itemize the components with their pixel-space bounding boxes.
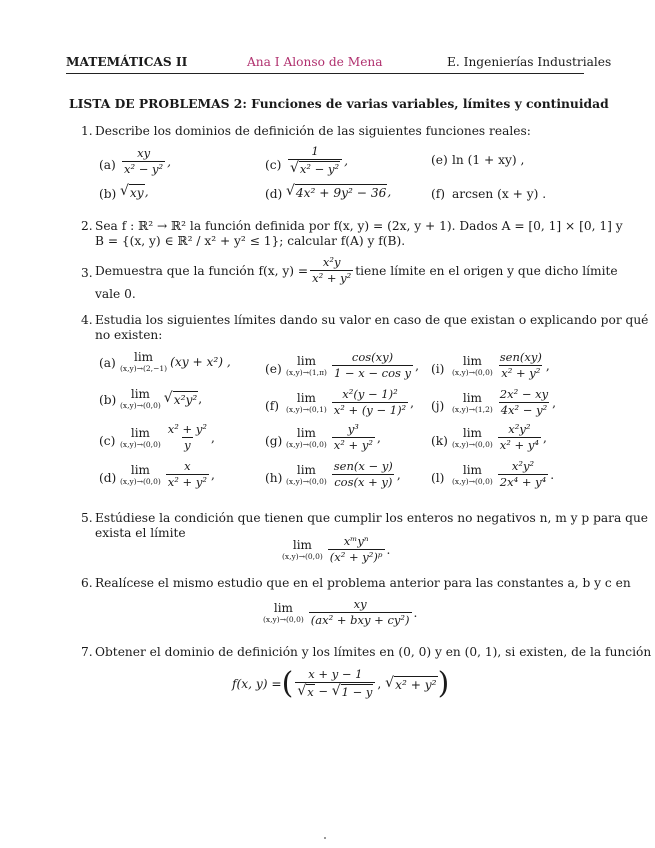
p4-expr-l: lim (x,y)→(0,0) $\frac{\text{x²y²}}{\text{2x⁴ + y⁴}}$ . (452, 459, 555, 489)
p4-label-e: (e) (265, 362, 282, 376)
p4-expr-c: lim (x,y)→(0,0) $\frac{\text{x² + y²}}{y}$ , (120, 422, 215, 452)
problem-5-line-1: Estúdiese la condición que tienen que cumplir los enteros no negativos n, m y p para que (95, 511, 649, 525)
p1-label-c: (c) (265, 158, 282, 172)
problem-3-line-1: Demuestra que la función f(x, y) = $\frac{\text{x²y}}{\text{x² + y²}}$ tiene límite en el origen y que dicho límite (95, 255, 618, 285)
p1-label-d: (d) (265, 187, 283, 201)
p4-expr-k: lim (x,y)→(0,0) $\frac{\text{x²y²}}{\text{x² + y⁴}}$ , (452, 422, 547, 452)
p4-expr-i: lim (x,y)→(0,0) $\frac{\text{sen(xy)}}{\text{x² + y²}}$ , (452, 350, 550, 380)
p1-label-f: (f) (431, 187, 446, 201)
p4-expr-h: lim (x,y)→(0,0) $\frac{\text{sen(x − y)}}{\cos(x + y)}$ , (286, 459, 401, 489)
problem-1-text: Describe los dominios de definición de las siguientes funciones reales: (95, 124, 531, 138)
p1-expr-d: √ 4x² + 9y² − 36 , (286, 183, 392, 200)
author-name: Ana I Alonso de Mena (247, 55, 383, 69)
header-rule (66, 73, 584, 74)
school-name: E. Ingenierías Industriales (447, 55, 612, 69)
p4-label-k: (k) (431, 434, 448, 448)
p1-expr-e: ln (1 + xy) , (452, 153, 525, 167)
problem-3-line-2: vale 0. (95, 287, 136, 301)
p4-label-j: (j) (431, 399, 445, 413)
problem-6-line-1: Realícese el mismo estudio que en el problema anterior para las constantes a, b y c en (95, 576, 631, 590)
problem-6-limit: lim (x,y)→(0,0) $\frac{xy}{\text{(ax² + bxy + cy²)}}$ . (263, 597, 418, 627)
problem-4-line-1: Estudia los siguientes límites dando su valor en caso de que existan o explicando por qué (95, 313, 649, 327)
p4-expr-j: lim (x,y)→(1,2) $\frac{\text{2x² − xy}}{\text{4x² − y²}}$ , (452, 387, 556, 417)
problem-4-number: 4. (81, 313, 93, 327)
problem-6-number: 6. (81, 576, 93, 590)
p4-label-a: (a) (99, 356, 116, 370)
problem-3-number: 3. (81, 266, 93, 280)
p1-label-e: (e) (431, 153, 448, 167)
p4-expr-e: lim (x,y)→(1,π) $\frac{\cos(xy)}{\text{1 − x − cos y}}$ , (286, 350, 419, 380)
p1-expr-b: √ xy , (120, 183, 149, 200)
p4-expr-b: lim (x,y)→(0,0) √ x²y² , (120, 387, 203, 410)
page-footer-mark (324, 837, 326, 839)
p4-label-f: (f) (265, 399, 280, 413)
problem-2-line-1: Sea f : ℝ² → ℝ² la función definida por f(x, y) = (2x, y + 1). Dados A = [0, 1] × [0, 1] y (95, 219, 623, 233)
p4-label-b: (b) (99, 393, 117, 407)
p4-expr-d: lim (x,y)→(0,0) $\frac{x}{\text{x² + y²}}$ , (120, 459, 215, 489)
problem-5-limit: lim (x,y)→(0,0) $\frac{\text{xᵐyⁿ}}{\text{(x² + y²)ᵖ}}$ . (282, 534, 391, 564)
problem-1-number: 1. (81, 124, 93, 138)
p4-label-l: (l) (431, 471, 445, 485)
p4-label-c: (c) (99, 434, 116, 448)
page-title: LISTA DE PROBLEMAS 2: Funciones de varias variables, límites y continuidad (69, 96, 609, 111)
p4-expr-a: lim (x,y)→(2,−1) (xy + x²) , (120, 350, 231, 373)
problem-2-line-2: B = {(x, y) ∈ ℝ² / x² + y² ≤ 1}; calcular f(A) y f(B). (95, 234, 406, 248)
problem-5-number: 5. (81, 511, 93, 525)
p4-label-d: (d) (99, 471, 117, 485)
p1-expr-c: 1 √ x² − y² , (290, 144, 348, 176)
problem-7-function: f(x, y) = ( x + y − 1 √ x − √ 1 − y , √ x² + y² ) (232, 665, 450, 701)
course-name: MATEMÁTICAS II (66, 55, 188, 69)
problem-2-number: 2. (81, 219, 93, 233)
p4-label-i: (i) (431, 362, 445, 376)
p4-label-h: (h) (265, 471, 283, 485)
p4-label-g: (g) (265, 434, 283, 448)
p4-expr-g: lim (x,y)→(0,0) $\frac{\text{y³}}{\text{x² + y²}}$ , (286, 422, 381, 452)
p1-expr-f: arcsen (x + y) . (452, 187, 547, 201)
problem-5-line-2: exista el límite (95, 526, 186, 540)
p1-label-b: (b) (99, 187, 117, 201)
problem-7-number: 7. (81, 645, 93, 659)
problem-7-line-1: Obtener el dominio de definición y los límites en (0, 0) y en (0, 1), si existen, de la función (95, 645, 652, 659)
problem-4-line-2: no existen: (95, 328, 163, 342)
p1-label-a: (a) (99, 158, 116, 172)
p4-expr-f: lim (x,y)→(0,1) $\frac{\text{x²(y − 1)²}}{\text{x² + (y − 1)²}}$ , (286, 387, 415, 417)
p1-expr-a: $\frac{xy}{\text{x² − y²}}$ , (124, 146, 172, 176)
